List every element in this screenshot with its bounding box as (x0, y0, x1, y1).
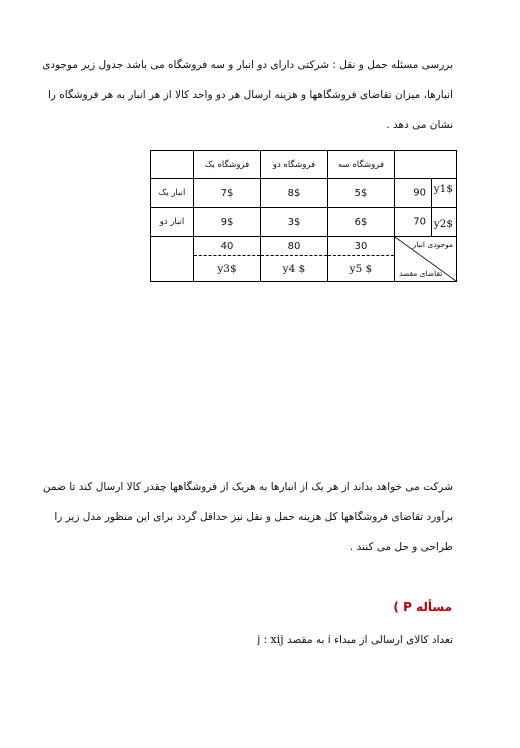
body-line-2: برآورد تقاضای فروشگاهها کل هزینه حمل و نقل نیز حداقل گردد برای این منظور مدل زیر را (54, 511, 453, 523)
definition-text: تعداد کالای ارسالی از مبداء i به مقصد j : (257, 634, 453, 646)
supply-divider (431, 208, 432, 236)
cost-w2-s1: 9$ (194, 208, 261, 237)
cost-w1-s1: 7$ (194, 179, 261, 208)
dual-var-s1: y3$ (194, 256, 261, 282)
row-label-warehouse-1: انبار یک (151, 179, 194, 208)
demand-s3: 30 (328, 237, 395, 256)
table-header-row (151, 151, 457, 179)
intro-line-2: انبارها، میزان تقاضای فروشگاهها و هزینه ارسال هر دو واحد کالا از هر انبار به هر فروشگاه را (47, 89, 453, 101)
header-store-1: فروشگاه یک (194, 151, 261, 179)
dual-var-w1: y1$ (433, 183, 453, 195)
row-label-warehouse-2: انبار دو (151, 208, 194, 237)
cost-w2-s3: 6$ (328, 208, 395, 237)
empty-header-cell (395, 151, 457, 179)
table-row (151, 208, 457, 237)
cost-w2-s2: 3$ (261, 208, 328, 237)
problem-heading: مسأله P ) (393, 600, 452, 614)
transport-table (150, 150, 457, 282)
intro-line-3: نشان می دهد . (386, 119, 453, 131)
corner-demand-label: تقاضای مقصد (399, 269, 443, 278)
cost-w1-s2: 8$ (261, 179, 328, 208)
empty-corner-cell (151, 151, 194, 179)
header-store-3: فروشگاه سه (328, 151, 395, 179)
demand-row (151, 237, 457, 256)
body-line-1: شرکت می خواهد بداند از هر یک از انبارها به هریک از فروشگاهها چقدر کالا ارسال کند تا ضمن (42, 481, 453, 493)
dual-var-s2: y4 $ (261, 256, 328, 282)
header-store-2: فروشگاه دو (261, 151, 328, 179)
demand-s1: 40 (194, 237, 261, 256)
table-row (151, 179, 457, 208)
body-line-3: طراحی و حل می کنند . (349, 541, 453, 553)
variable-definition (257, 633, 453, 646)
empty-bottom-left-cell (151, 237, 194, 282)
diagonal-corner-cell (395, 237, 457, 282)
supply-w1: 90 (413, 187, 426, 199)
body-paragraph (42, 481, 453, 562)
dual-var-s3: y5 $ (328, 256, 395, 282)
supply-w2: 70 (413, 216, 426, 228)
supply-cell-w2 (395, 208, 457, 237)
dual-var-w2: y2$ (433, 218, 453, 230)
supply-divider (431, 179, 432, 207)
intro-line-1: بررسی مسئله حمل و نقل : شرکتی دارای دو انبار و سه فروشگاه می باشد جدول زیر موجودی (42, 59, 453, 71)
decision-variable: xij (270, 633, 284, 646)
supply-cell-w1 (395, 179, 457, 208)
corner-supply-label: موجودی انبار (412, 240, 453, 249)
demand-s2: 80 (261, 237, 328, 256)
cost-w1-s3: 5$ (328, 179, 395, 208)
intro-paragraph (42, 59, 453, 140)
